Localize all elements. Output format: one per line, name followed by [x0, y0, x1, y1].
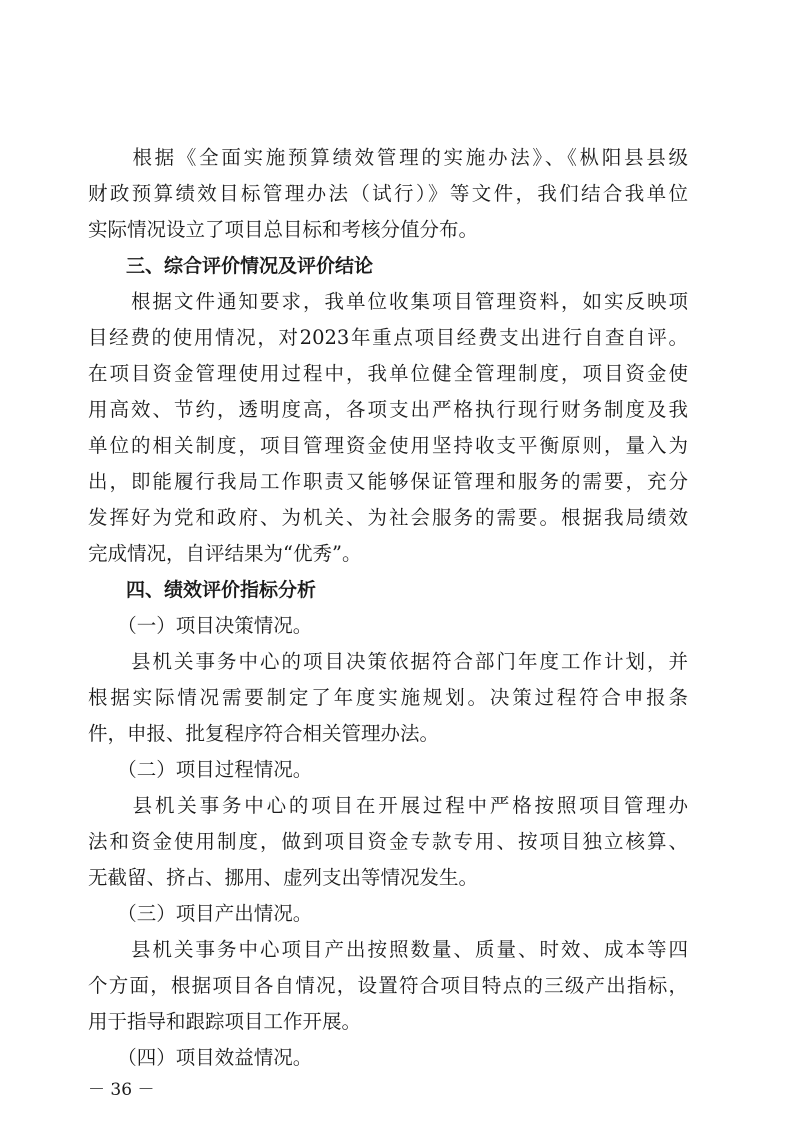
paragraph-line: 出，即能履行我局工作职责又能够保证管理和服务的需要，充分: [88, 470, 688, 493]
paragraph-line: 财政预算绩效目标管理办法（试行）》等文件，我们结合我单位: [88, 182, 688, 205]
paragraph-line: 发挥好为党和政府、为机关、为社会服务的需要。根据我局绩效: [88, 506, 688, 529]
paragraph-line: 根据《全面实施预算绩效管理的实施办法》、《枞阳县县级: [88, 146, 688, 169]
subheading: （一）项目决策情况。: [88, 614, 313, 637]
paragraph-line: 实际情况设立了项目总目标和考核分值分布。: [88, 218, 479, 241]
paragraph-line: 件，申报、批复程序符合相关管理办法。: [88, 722, 440, 745]
paragraph-line: 完成情况，自评结果为“优秀”。: [88, 542, 362, 565]
paragraph-line: 县机关事务中心项目产出按照数量、质量、时效、成本等四: [88, 938, 688, 961]
paragraph-line: 单位的相关制度，项目管理资金使用坚持收支平衡原则，量入为: [88, 434, 688, 457]
page-number: － 36 －: [88, 1080, 155, 1100]
section-heading-4: 四、绩效评价指标分析: [88, 579, 317, 601]
paragraph-line: 根据文件通知要求，我单位收集项目管理资料，如实反映项: [88, 290, 688, 313]
subheading: （二）项目过程情况。: [88, 758, 313, 781]
subheading: （三）项目产出情况。: [88, 902, 313, 925]
section-heading-3: 三、综合评价情况及评价结论: [88, 255, 374, 277]
paragraph-line: 无截留、挤占、挪用、虚列支出等情况发生。: [88, 866, 479, 889]
paragraph-line: 用高效、节约，透明度高，各项支出严格执行现行财务制度及我: [88, 398, 688, 421]
paragraph-line: 用于指导和跟踪项目工作开展。: [88, 1010, 362, 1033]
paragraph-line: 目经费的使用情况，对2023年重点项目经费支出进行自查自评。: [88, 326, 688, 349]
paragraph-line: 在项目资金管理使用过程中，我单位健全管理制度，项目资金使: [88, 362, 688, 385]
paragraph-line: 县机关事务中心的项目在开展过程中严格按照项目管理办: [88, 794, 688, 817]
paragraph-line: 个方面，根据项目各自情况，设置符合项目特点的三级产出指标，: [88, 974, 688, 997]
paragraph-line: 县机关事务中心的项目决策依据符合部门年度工作计划，并: [88, 650, 688, 673]
paragraph-line: 根据实际情况需要制定了年度实施规划。决策过程符合申报条: [88, 686, 688, 709]
subheading: （四）项目效益情况。: [88, 1046, 313, 1069]
paragraph-line: 法和资金使用制度，做到项目资金专款专用、按项目独立核算、: [88, 830, 688, 853]
